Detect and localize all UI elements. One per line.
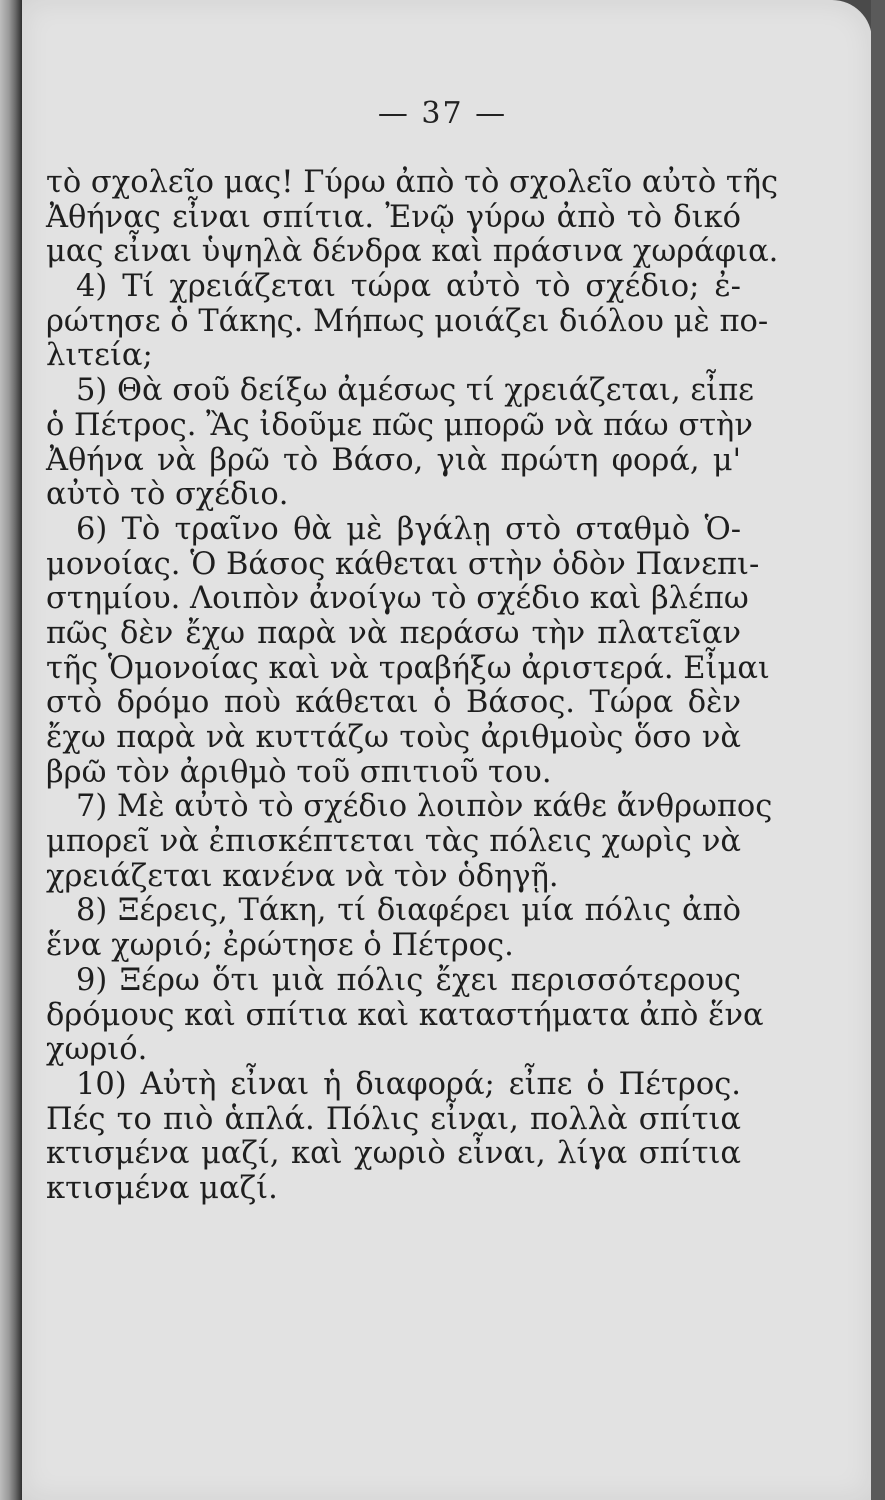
text-line: 10) Αὐτὴ εἶναι ἡ διαφορά; εἶπε ὁ Πέτρος.: [76, 1066, 741, 1102]
text-line: μπορεῖ νὰ ἐπισκέπτεται τὰς πόλεις χωρὶς νὰ: [46, 824, 741, 860]
text-line: 6) Τὸ τραῖνο θὰ μὲ βγάλῃ στὸ σταθμὸ Ὁ-: [76, 511, 741, 547]
text-line: λιτεία;: [46, 338, 153, 374]
text-line: 7) Μὲ αὐτὸ τὸ σχέδιο λοιπὸν κάθε ἄνθρωπος: [76, 789, 773, 825]
text-line: Ἀθήνα νὰ βρῶ τὸ Βάσο, γιὰ πρώτη φορά, μ': [46, 442, 741, 478]
page-edge: [871, 0, 885, 1500]
text-line: ἕνα χωριό; ἐρώτησε ὁ Πέτρος.: [46, 928, 514, 964]
text-line: Πές το πιὸ ἁπλά. Πόλις εἶναι, πολλὰ σπίτια: [46, 1101, 741, 1137]
text-line: χωριό.: [46, 1032, 148, 1068]
text-line: 4) Τί χρειάζεται τώρα αὐτὸ τὸ σχέδιο; ἐ-: [76, 269, 741, 305]
text-line: 5) Θὰ σοῦ δείξω ἀμέσως τί χρειάζεται, εἶπε: [76, 373, 754, 409]
text-line: χρειάζεται κανένα νὰ τὸν ὁδηγῇ.: [46, 858, 559, 894]
text-line: 8) Ξέρεις, Τάκη, τί διαφέρει μία πόλις ἀπὸ: [76, 893, 741, 929]
page-number: — 37 —: [377, 96, 508, 131]
text-line: κτισμένα μαζί.: [46, 1170, 278, 1206]
text-line: Ἀθήνας εἶναι σπίτια. Ἐνῷ γύρω ἀπὸ τὸ δικό: [46, 199, 741, 235]
book-binding: [0, 0, 22, 1500]
text-line: ὁ Πέτρος. Ἂς ἰδοῦμε πῶς μπορῶ νὰ πάω στὴν: [46, 407, 753, 443]
text-line: αὐτὸ τὸ σχέδιο.: [46, 477, 289, 513]
text-line: ρώτησε ὁ Τάκης. Μήπως μοιάζει διόλου μὲ πο-: [46, 303, 769, 339]
text-line: δρόμους καὶ σπίτια καὶ καταστήματα ἀπὸ ἕνα: [46, 997, 764, 1033]
text-line: 9) Ξέρω ὅτι μιὰ πόλις ἔχει περισσότερους: [76, 962, 741, 998]
text-line: κτισμένα μαζί, καὶ χωριὸ εἶναι, λίγα σπίτια: [46, 1136, 741, 1172]
text-line: πῶς δὲν ἔχω παρὰ νὰ περάσω τὴν πλατεῖαν: [46, 615, 741, 651]
text-line: ἔχω παρὰ νὰ κυττάζω τοὺς ἀριθμοὺς ὅσο νὰ: [46, 720, 741, 755]
text-line: τὸ σχολεῖο μας! Γύρω ἀπὸ τὸ σχολεῖο αὐτὸ τῆς: [46, 165, 779, 200]
text-line: μονοίας. Ὁ Βάσος κάθεται στὴν ὁδὸν Πανεπι-: [46, 546, 760, 582]
text-line: στημίου. Λοιπὸν ἀνοίγω τὸ σχέδιο καὶ βλέπω: [46, 581, 749, 617]
text-line: στὸ δρόμο ποὺ κάθεται ὁ Βάσος. Τώρα δὲν: [46, 685, 741, 721]
text-line: μας εἶναι ὑψηλὰ δένδρα καὶ πράσινα χωράφια.: [46, 234, 779, 270]
text-line: τῆς Ὁμονοίας καὶ νὰ τραβήξω ἀριστερά. Εἶμαι: [46, 650, 770, 686]
text-line: βρῶ τὸν ἀριθμὸ τοῦ σπιτιοῦ του.: [46, 754, 552, 790]
body-text: [46, 165, 779, 1207]
